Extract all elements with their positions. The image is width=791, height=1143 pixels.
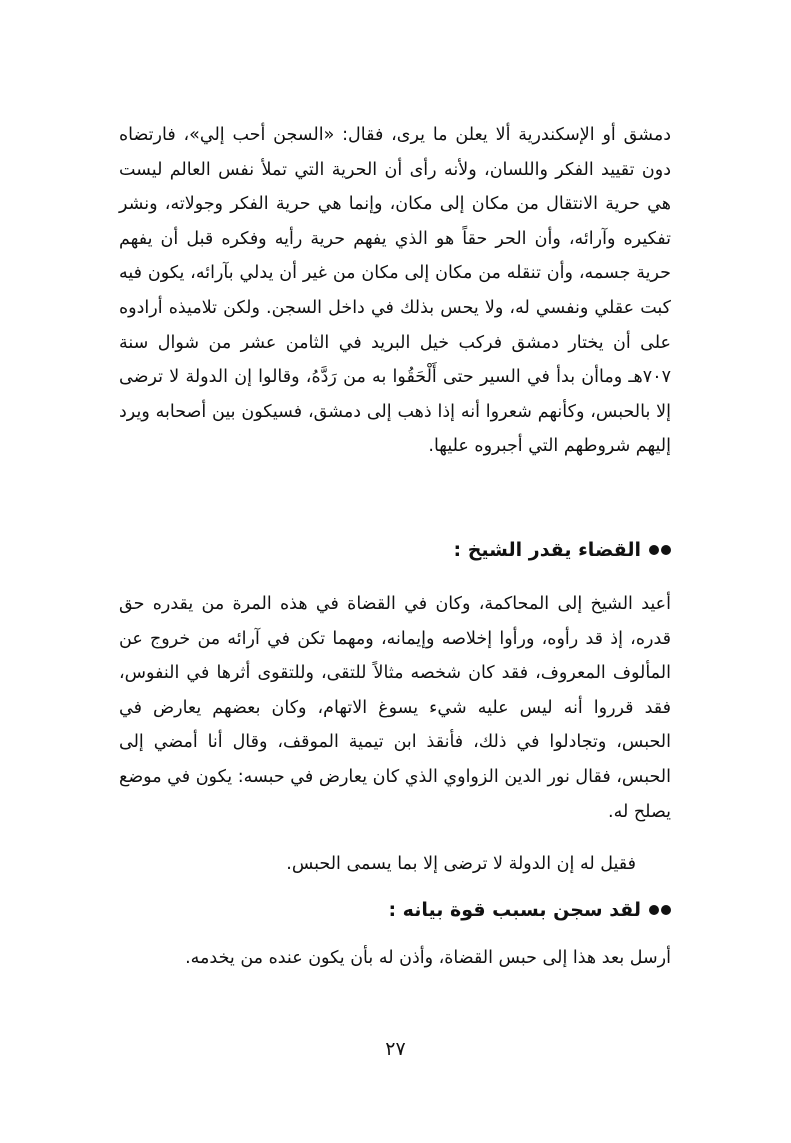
paragraph-judges-prison: أرسل بعد هذا إلى حبس القضاة، وأذن له بأن يكون عنده من يخدمه. — [185, 948, 671, 968]
paragraph-prison-choice: دمشق أو الإسكندرية ألا يعلن ما يرى، فقال: «السجن أحب إلي»، فارتضاه دون تقييد الفكر واللسان، ولأنه رأى أن الحرية التي تملأ نفس العالم ليست هي حرية الانتقال من مكان إلى مكان، وإنما هي حرية الفكر وجولاته، ونشر تفكيره وآرائه، وأن الحر حقاً هو الذي يفهم حرية رأيه وفكره قبل أن يفهم حرية جسمه، وأن تنقله من مكان إلى مكان من غير أن يدلي بآرائه، يكون فيه كبت عقلي ونفسي له، ولا يحس بذلك في داخل السجن. ولكن تلاميذه أرادوه على أن يختار دمشق فركب خيل البريد في الثامن عشر من شوال سنة ٧٠٧هـ وماأن بدأ في السير حتى أَلْحَقُوا به من رَدَّهُ، وقالوا إن الدولة لا ترضى إلا بالحبس، وكأنهم شعروا أنه إذا ذهب إلى دمشق، فسيكون بين أصحابه ويرد إليهم شروطهم التي أجبروه عليها. — [119, 125, 671, 457]
page-number: ٢٧ — [385, 1038, 406, 1060]
paragraph-retrial: أعيد الشيخ إلى المحاكمة، وكان في القضاة في هذه المرة من يقدره حق قدره، إذ قد رأوه، ورأوا إخلاصه وإيمانه، ومهما تكن في آرائه من خروج عن المألوف المعروف، فقد كان شخصه مثالاً للتقى، وللتقوى أثرها في النفوس، فقد قرروا أنه ليس عليه شيء يسوغ الاتهام، وكان بعضهم يعارض في الحبس، وتجادلوا في ذلك، فأنقذ ابن تيمية الموقف، وقال أنا أمضي إلى الحبس، فقال نور الدين الزواوي الذي كان يعارض في حبسه: يكون في موضع يصلح له. — [119, 594, 671, 822]
double-bullet-icon — [649, 905, 671, 915]
section-heading-judiciary-text: القضاء يقدر الشيخ : — [453, 539, 641, 561]
section-heading-imprisoned-text: لقد سجن بسبب قوة بيانه : — [388, 899, 641, 921]
paragraph-state-demand: فقيل له إن الدولة لا ترضى إلا بما يسمى الحبس. — [286, 854, 636, 874]
section-heading-judiciary — [454, 534, 672, 566]
section-heading-imprisoned — [388, 894, 671, 926]
double-bullet-icon — [649, 545, 671, 555]
